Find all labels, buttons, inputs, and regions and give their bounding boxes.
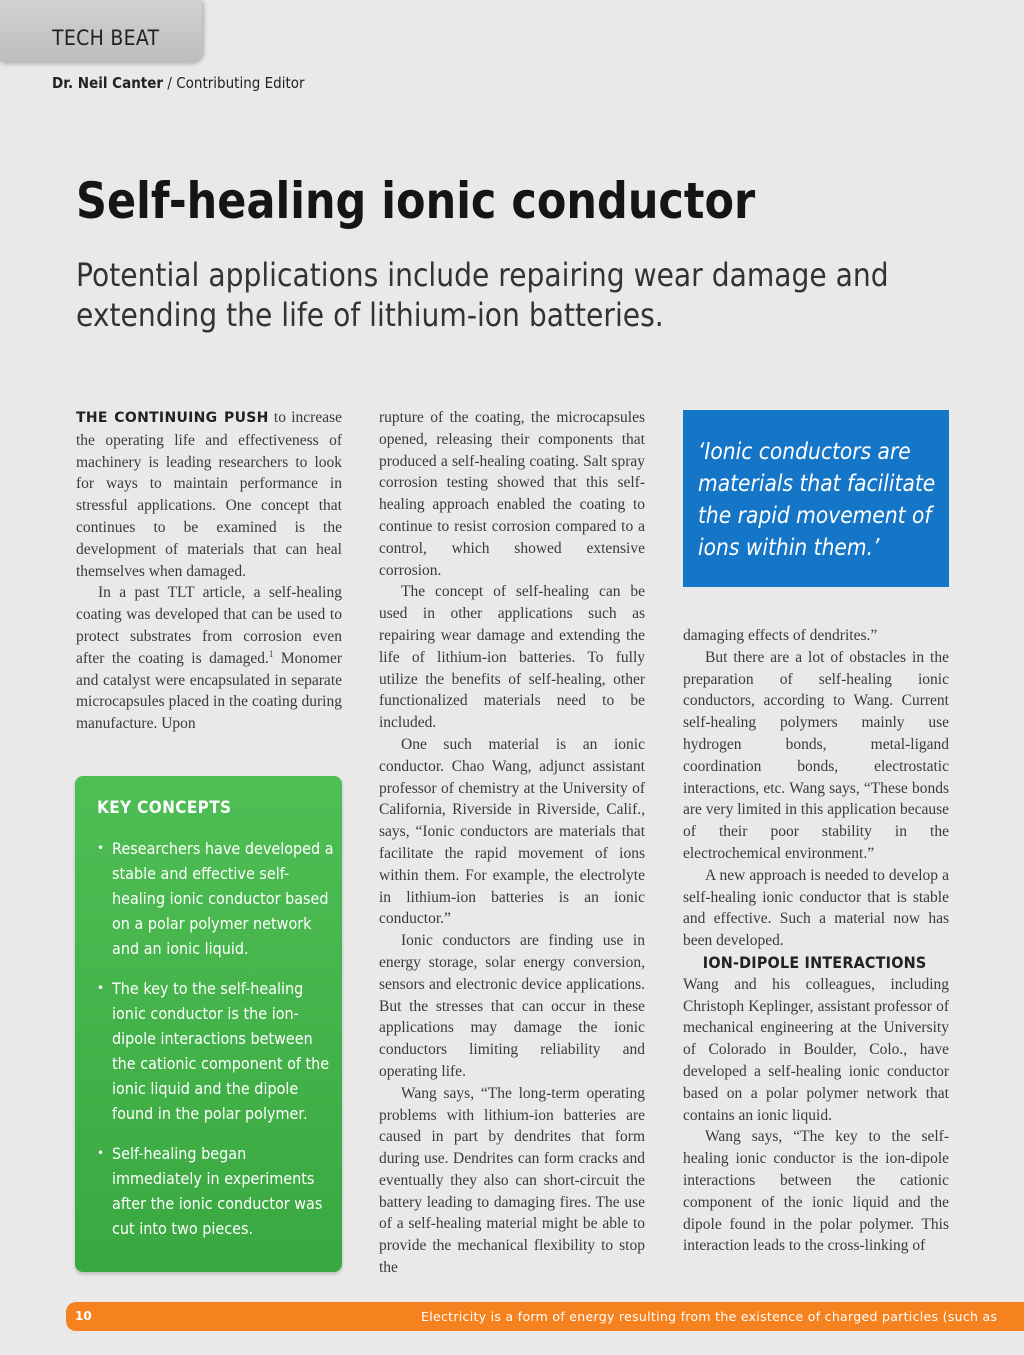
author-name: Dr. Neil Canter bbox=[52, 74, 164, 92]
lead-in: THE CONTINUING PUSH bbox=[76, 410, 269, 426]
byline bbox=[52, 74, 305, 92]
key-concepts-list bbox=[97, 836, 335, 1256]
bullet-icon: • bbox=[97, 981, 105, 995]
section-tab bbox=[0, 0, 202, 62]
paragraph-6: Ionic conductors are finding use in energy storage, solar energy conversion, sensors and electronic device applications. But the stresses that can occur in these applications may damage the ionic conductors limiting reliability and operating life. bbox=[379, 932, 645, 1080]
footer-bar bbox=[66, 1302, 1024, 1331]
column-1 bbox=[76, 407, 342, 735]
paragraph-8: damaging effects of dendrites.” bbox=[683, 627, 878, 644]
article-subtitle: Potential applications include repairing wear damage and extending the life of lithium-ion batteries. bbox=[76, 256, 889, 334]
key-concepts-box bbox=[75, 776, 342, 1272]
bullet-icon: • bbox=[97, 841, 105, 855]
paragraph-11: Wang and his colleagues, including Christoph Keplinger, assistant professor of mechanical engineering at the University of Colorado in Boulder, Colo., have developed a self-healing ionic conductor based on a polar polymer network that contains an ionic liquid. bbox=[683, 975, 949, 1124]
key-concepts-title: KEY CONCEPTS bbox=[97, 798, 232, 818]
paragraph-7: Wang says, “The long-term operating problems with lithium-ion batteries are caused in part by dendrites that form during use. Dendrites can form cracks and eventually they also can short-circuit the battery leading to damaging fires. The use of a self-healing material might be able to provide the mechanical flexibility to stop the bbox=[379, 1084, 645, 1277]
page-number: 10 bbox=[75, 1309, 92, 1323]
paragraph-3: rupture of the coating, the microcapsules opened, releasing their components that produced a self-healing coating. Salt spray corrosion testing showed that this self-healing approach enabled the coating to continue to resist corrosion compared to a control, which showed extensive corrosion. bbox=[379, 409, 645, 579]
section-label: TECH BEAT bbox=[52, 26, 160, 50]
paragraph-2: In a past TLT article, a self-healing coating was developed that can be used to protect substrates from corrosion even after the coating is damaged.$^1$ Monomer and catalyst were encapsulated in separate microcapsules placed in the coating during manufacture. Upon bbox=[76, 584, 342, 733]
paragraph-1: THE CONTINUING PUSH to increase the operating life and effectiveness of machinery is leading researchers to look for ways to maintain performance in stressful applications. One concept that continues to be examined is the development of materials that can heal themselves when damaged. bbox=[76, 409, 342, 580]
article-title: Self-healing ionic conductor bbox=[76, 172, 756, 230]
key-concept-item: • Researchers have developed a stable and effective self-healing ionic conductor based on a polar polymer network and an ionic liquid. bbox=[97, 836, 335, 961]
column-3 bbox=[683, 625, 949, 1257]
paragraph-10: A new approach is needed to develop a self-healing ionic conductor that is stable and effective. Such a material now has been developed. bbox=[683, 866, 949, 950]
bullet-icon: • bbox=[97, 1146, 105, 1160]
key-concept-item: • Self-healing began immediately in experiments after the ionic conductor was cut into two pieces. bbox=[97, 1141, 335, 1241]
footnote-ref: 1 bbox=[268, 648, 274, 659]
byline-separator: / bbox=[163, 74, 177, 92]
pull-quote-box bbox=[683, 410, 949, 587]
column-2 bbox=[379, 407, 645, 1279]
footer-text: Electricity is a form of energy resulting from the existence of charged particles (such as bbox=[421, 1309, 998, 1324]
paragraph-4: The concept of self-healing can be used in other applications such as repairing wear damage and extending the life of lithium-ion batteries. To fully utilize the benefits of self-healing, other functionalized materials need to be included. bbox=[379, 583, 645, 732]
author-role: Contributing Editor bbox=[176, 74, 305, 92]
paragraph-5: One such material is an ionic conductor. Chao Wang, adjunct assistant professor of chemistry at the University of California, Riverside in Riverside, Calif., says, “Ionic conductors are materials that facilitate the rapid movement of ions within them. For example, the electrolyte in lithium-ion batteries is an ionic conductor.” bbox=[379, 735, 645, 928]
paragraph-9: But there are a lot of obstacles in the preparation of self-healing ionic conductors, according to Wang. Current self-healing polymers mainly use hydrogen bonds, metal-ligand coordination bonds, electrostatic interactions, etc. Wang says, “These bonds are very limited in this application because of their poor stability in the electrochemical environment.” bbox=[683, 648, 949, 862]
key-concept-item: • The key to the self-healing ionic conductor is the ion-dipole interactions between the cationic component of the ionic liquid and the dipole found in the polar polymer. bbox=[97, 976, 335, 1126]
pull-quote: ‘Ionic conductors are materials that facilitate the rapid movement of ions within them.’ bbox=[698, 439, 936, 561]
section-heading: ION-DIPOLE INTERACTIONS bbox=[702, 952, 927, 972]
paragraph-12: Wang says, “The key to the self-healing ionic conductor is the ion-dipole interactions between the cationic component of the ionic liquid and the dipole found in the polar polymer. This interaction leads to the cross-linking of bbox=[683, 1128, 949, 1255]
